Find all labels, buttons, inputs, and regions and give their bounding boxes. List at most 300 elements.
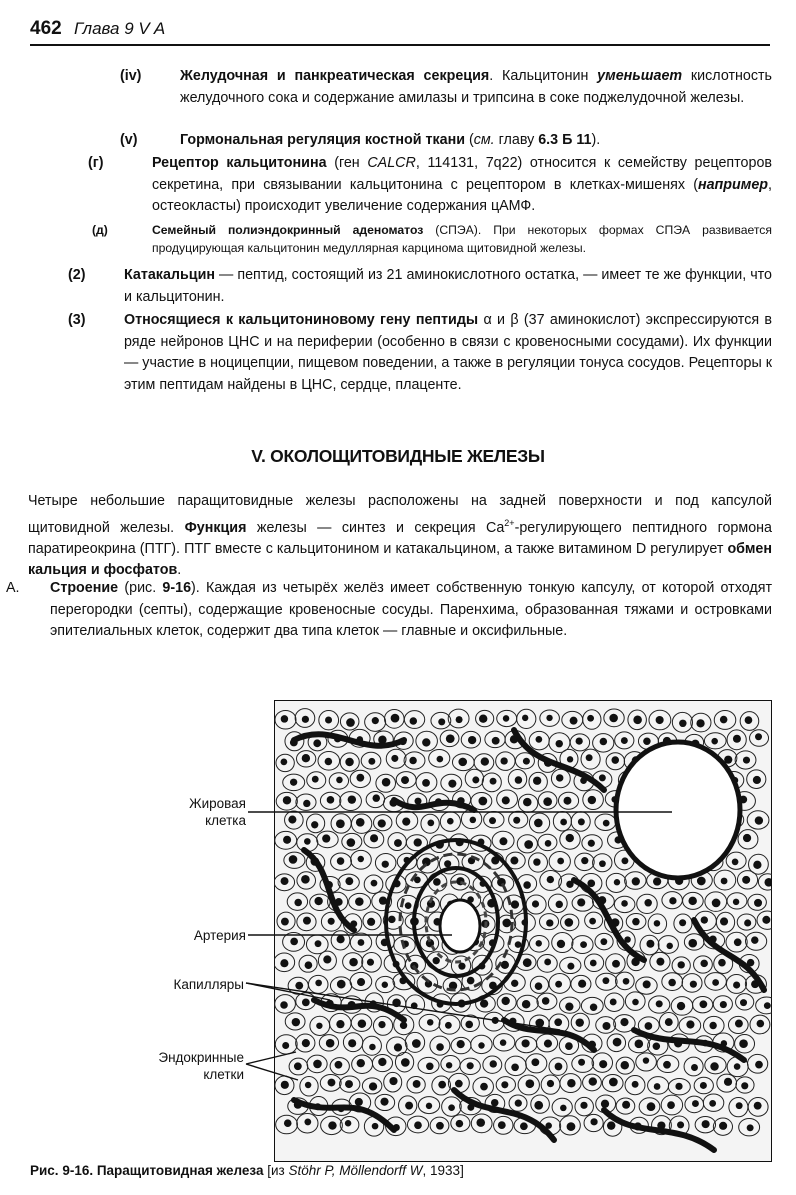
cell-nucleus: [314, 897, 322, 905]
cell-nucleus: [533, 858, 540, 865]
cell-nucleus: [576, 737, 583, 744]
cell-nucleus: [643, 980, 651, 988]
item-v-ref: 6.3 Б 11: [538, 132, 592, 148]
cell-nucleus: [281, 758, 288, 765]
cell-nucleus: [490, 778, 497, 785]
item-iv-marker: (iv): [120, 68, 142, 84]
cell-nucleus: [567, 1079, 575, 1087]
cell-nucleus: [356, 818, 365, 827]
item-g-text: (ген: [326, 155, 368, 171]
cell-nucleus: [525, 1079, 534, 1088]
cell-nucleus: [369, 1044, 376, 1051]
cell-nucleus: [653, 877, 661, 885]
cell-nucleus: [302, 716, 309, 723]
cell-nucleus: [620, 1018, 628, 1026]
cell-nucleus: [410, 717, 417, 724]
cell-nucleus: [675, 1083, 682, 1090]
cell-nucleus: [478, 797, 487, 806]
cell-nucleus: [523, 758, 530, 765]
cell-nucleus: [612, 960, 620, 968]
cell-nucleus: [567, 756, 573, 762]
cell-nucleus: [557, 940, 565, 948]
item-g-text-3: , остеокласты) происходит увеличение содержания цАМФ.: [152, 176, 772, 214]
cell-nucleus: [500, 1039, 507, 1046]
figure-histology: [274, 700, 772, 1162]
cell-nucleus: [535, 1019, 544, 1028]
cell-nucleus: [580, 941, 587, 948]
cell-nucleus: [742, 876, 750, 884]
cell-nucleus: [544, 959, 551, 966]
cell-nucleus: [609, 1078, 618, 1087]
cell-nucleus: [447, 818, 454, 825]
cell-nucleus: [426, 1103, 432, 1109]
cell-nucleus: [305, 1082, 311, 1088]
cell-nucleus: [448, 780, 456, 788]
cell-nucleus: [614, 879, 620, 885]
cell-nucleus: [686, 1020, 694, 1028]
item-g-gene: CALCR: [367, 155, 416, 171]
cell-nucleus: [656, 716, 664, 724]
cell-nucleus: [503, 715, 510, 722]
cell-nucleus: [535, 736, 542, 743]
cell-nucleus: [709, 1022, 716, 1029]
cell-nucleus: [280, 959, 288, 967]
item-d-marker: (д): [92, 223, 108, 237]
cell-nucleus: [401, 1058, 410, 1067]
cell-nucleus: [349, 958, 358, 967]
cell-nucleus: [438, 718, 445, 725]
cell-nucleus: [602, 977, 609, 984]
cell-nucleus: [743, 757, 750, 764]
section-title: V. ОКОЛОЩИТОВИДНЫЕ ЖЕЛЕЗЫ: [251, 446, 545, 466]
item-v-text-3: ).: [591, 132, 601, 148]
intro-function-term: Функция: [184, 519, 247, 536]
cell-nucleus: [607, 1121, 615, 1129]
item-g-emphasis: например: [697, 176, 769, 193]
cell-nucleus: [500, 757, 507, 764]
cell-nucleus: [578, 818, 585, 825]
label-artery: Артерия: [193, 928, 246, 943]
cell-nucleus: [522, 1039, 530, 1047]
cell-nucleus: [290, 938, 298, 946]
page-number: 462: [30, 18, 62, 39]
cell-nucleus: [358, 856, 364, 862]
item-g-marker: (г): [88, 155, 104, 171]
cell-nucleus: [312, 776, 319, 783]
cell-nucleus: [745, 716, 753, 724]
cell-nucleus: [328, 1121, 336, 1129]
cell-nucleus: [757, 1020, 765, 1028]
cell-nucleus: [544, 1040, 552, 1048]
cell-nucleus: [313, 739, 321, 747]
cell-nucleus: [533, 777, 541, 785]
item-iv-title: Желудочная и панкреатическая секреция: [180, 68, 490, 84]
cell-nucleus: [577, 898, 585, 906]
cell-nucleus: [414, 1121, 422, 1129]
cell-nucleus: [755, 816, 763, 824]
cell-nucleus: [600, 738, 608, 746]
cell-nucleus: [762, 916, 770, 924]
cell-nucleus: [480, 1083, 488, 1091]
cell-nucleus: [492, 737, 500, 745]
cell-nucleus: [534, 1101, 543, 1110]
cell-nucleus: [576, 1018, 584, 1026]
cell-nucleus: [433, 957, 440, 964]
cell-nucleus: [490, 1060, 497, 1067]
cell-nucleus: [380, 1098, 388, 1106]
label-fat-cell: Жировая клетка: [189, 796, 246, 828]
cell-nucleus: [412, 1039, 421, 1048]
cell-nucleus: [388, 916, 396, 924]
cell-nucleus: [328, 1079, 336, 1087]
cell-nucleus: [382, 778, 391, 787]
cell-nucleus: [522, 1000, 531, 1009]
cell-nucleus: [391, 714, 400, 723]
cell-nucleus: [411, 1002, 418, 1009]
cell-nucleus: [438, 1081, 446, 1089]
cell-nucleus: [402, 818, 410, 826]
cell-nucleus: [578, 1059, 585, 1066]
cell-nucleus: [744, 919, 751, 926]
cell-nucleus: [665, 1018, 673, 1026]
cell-nucleus: [458, 963, 465, 970]
cell-nucleus: [524, 840, 533, 849]
section-a-title: Строение: [50, 580, 119, 596]
cell-nucleus: [501, 1081, 508, 1088]
fat-cell-shape: [616, 742, 740, 878]
cell-nucleus: [580, 1102, 587, 1109]
cell-nucleus: [355, 897, 364, 906]
cell-nucleus: [502, 796, 510, 804]
item-iv-text: . Кальцитонин: [489, 68, 598, 84]
cell-nucleus: [288, 816, 296, 824]
item-2-title: Катакальцин: [124, 267, 215, 283]
cell-nucleus: [392, 999, 401, 1008]
page-header: [30, 16, 770, 50]
cell-nucleus: [720, 716, 728, 724]
item-2: [68, 265, 772, 308]
cell-nucleus: [468, 736, 476, 744]
item-2-text: — пептид, состоящий из 21 аминокислотного остатка, — имеет те же функции, что и кальцитонин.: [124, 267, 772, 305]
item-g-text-2: , 114131, 7q22) относится к семейству рецепторов секретина, при связывании кальцитонина с рецептором в клетках-мишенях (: [152, 155, 773, 193]
cell-nucleus: [621, 900, 628, 907]
cell-nucleus: [663, 1061, 671, 1069]
cell-nucleus: [560, 1105, 567, 1112]
cell-nucleus: [382, 982, 388, 988]
cell-nucleus: [621, 1061, 629, 1069]
cell-nucleus: [647, 1102, 656, 1111]
cell-nucleus: [622, 1101, 630, 1109]
cell-nucleus: [654, 920, 661, 927]
cell-nucleus: [599, 1060, 607, 1068]
cell-nucleus: [644, 899, 652, 907]
cell-nucleus: [378, 1058, 386, 1066]
cell-nucleus: [325, 758, 333, 766]
cell-nucleus: [700, 960, 707, 967]
cell-nucleus: [498, 1121, 506, 1129]
cell-nucleus: [372, 794, 380, 802]
cell-nucleus: [456, 716, 463, 723]
cell-nucleus: [546, 919, 553, 926]
cell-nucleus: [356, 774, 364, 782]
cell-nucleus: [536, 940, 542, 946]
cell-nucleus: [603, 820, 610, 827]
cell-nucleus: [611, 756, 619, 764]
cell-nucleus: [283, 796, 291, 804]
cell-nucleus: [301, 875, 310, 884]
cell-nucleus: [489, 817, 496, 824]
cell-nucleus: [679, 720, 686, 727]
cell-nucleus: [467, 1062, 474, 1069]
cell-nucleus: [621, 737, 628, 744]
cell-nucleus: [600, 938, 607, 945]
cell-nucleus: [369, 1082, 377, 1090]
intro-text-3: -регулирующего пептидного гормона паратиреокрина (ПТГ). ПТГ вместе с кальцитонином и катакальцином, а также витамином D регулирует: [28, 519, 772, 557]
cell-nucleus: [478, 1042, 484, 1048]
histology-drawing: [274, 700, 772, 1162]
cell-nucleus: [515, 941, 522, 948]
cell-nucleus: [357, 1059, 365, 1067]
cell-nucleus: [578, 980, 586, 988]
cell-nucleus: [378, 819, 386, 827]
figure-caption: [30, 1163, 464, 1178]
cell-nucleus: [467, 977, 475, 985]
cell-nucleus: [304, 838, 311, 845]
cell-nucleus: [599, 774, 606, 781]
cell-nucleus: [543, 797, 552, 806]
item-v: [120, 130, 772, 152]
cell-nucleus: [545, 840, 552, 847]
item-v-marker: (v): [120, 132, 138, 148]
cell-nucleus: [643, 737, 651, 745]
cell-nucleus: [740, 999, 747, 1006]
cell-nucleus: [609, 714, 618, 723]
cell-nucleus: [501, 961, 509, 969]
cell-nucleus: [733, 735, 741, 743]
cell-nucleus: [590, 1004, 597, 1011]
cell-nucleus: [281, 715, 288, 722]
cell-nucleus: [436, 1122, 444, 1130]
cell-nucleus: [565, 1003, 573, 1011]
cell-nucleus: [315, 940, 322, 947]
cell-nucleus: [302, 999, 310, 1007]
cell-nucleus: [292, 1018, 300, 1026]
cell-nucleus: [677, 1002, 685, 1010]
cell-nucleus: [555, 981, 562, 988]
cell-nucleus: [669, 897, 676, 904]
cell-nucleus: [345, 1080, 353, 1088]
cell-nucleus: [311, 821, 318, 828]
section-a-text-2: ). Каждая из четырёх желёз имеет собственную тонкую капсулу, от которой отходят перегородки (септы), содержащие кровеносные сосуды. Паренхима, образованная тяжами и островками эпителиальных клеток, содержит два типа клеток — главные и оксифильные.: [50, 580, 772, 639]
cell-nucleus: [588, 796, 596, 804]
cell-nucleus: [688, 939, 697, 948]
cell-nucleus: [382, 861, 389, 868]
cell-nucleus: [502, 919, 511, 928]
section-a: [6, 578, 772, 643]
cell-nucleus: [322, 834, 330, 842]
cell-nucleus: [281, 1081, 289, 1089]
item-d-title: Семейный полиэндокринный аденоматоз: [152, 223, 424, 237]
cell-nucleus: [472, 776, 479, 783]
cell-nucleus: [555, 1063, 563, 1071]
caption-title: Рис. 9-16. Паращитовидная железа: [30, 1163, 264, 1178]
cell-nucleus: [656, 1000, 663, 1007]
cell-nucleus: [696, 719, 704, 727]
cell-nucleus: [426, 1063, 434, 1071]
cell-nucleus: [413, 1080, 421, 1088]
cell-nucleus: [479, 714, 487, 722]
cell-nucleus: [348, 795, 356, 803]
cell-nucleus: [323, 955, 331, 963]
item-3-text: α и β (37 аминокислот) экспрессируются в ряде нейронов ЦНС и на периферии (особенно в связи с кровеносными сосудами). Их функции — участие в ноцицепции, пищевом поведении, а также в регуляции тонуса сосудов. Рецепторы к этим пептидам найдены в ЦНС, сердце, плаценте.: [124, 312, 773, 393]
cell-nucleus: [444, 860, 451, 867]
cell-nucleus: [581, 857, 588, 864]
cell-nucleus: [754, 899, 762, 907]
cell-nucleus: [586, 754, 593, 761]
cell-nucleus: [532, 900, 539, 907]
cell-nucleus: [535, 982, 543, 990]
cell-nucleus: [699, 1000, 707, 1008]
cell-nucleus: [732, 859, 739, 866]
cell-nucleus: [643, 1057, 649, 1063]
cell-nucleus: [305, 961, 313, 969]
cell-nucleus: [547, 1080, 554, 1087]
cell-nucleus: [720, 1001, 727, 1008]
cell-nucleus: [566, 834, 574, 842]
item-2-marker: (2): [68, 267, 86, 283]
item-g: [88, 153, 773, 218]
cell-nucleus: [465, 1021, 473, 1029]
cell-nucleus: [315, 980, 322, 987]
cell-nucleus: [688, 897, 696, 905]
cell-nucleus: [427, 820, 434, 827]
cell-nucleus: [415, 798, 422, 805]
cell-nucleus: [337, 857, 345, 865]
label-capillaries: Капилляры: [173, 977, 244, 992]
cell-nucleus: [654, 1083, 661, 1090]
cell-nucleus: [335, 1061, 343, 1069]
cell-nucleus: [753, 776, 761, 784]
cell-nucleus: [632, 918, 640, 926]
cell-nucleus: [378, 1021, 385, 1028]
cell-nucleus: [283, 836, 291, 844]
cell-nucleus: [515, 1100, 522, 1107]
cell-nucleus: [590, 1118, 597, 1125]
cell-nucleus: [436, 1043, 444, 1051]
cell-nucleus: [448, 1104, 455, 1111]
cell-nucleus: [282, 1042, 289, 1049]
cell-nucleus: [337, 935, 345, 943]
cell-nucleus: [401, 776, 409, 784]
cell-nucleus: [646, 940, 654, 948]
cell-nucleus: [701, 916, 708, 923]
cell-nucleus: [570, 717, 578, 725]
cell-nucleus: [389, 1077, 397, 1085]
cell-nucleus: [623, 978, 630, 985]
cell-nucleus: [556, 740, 563, 747]
cell-nucleus: [690, 981, 697, 988]
header-rule: [30, 44, 770, 46]
cell-nucleus: [480, 999, 488, 1007]
cell-nucleus: [556, 901, 563, 908]
cell-nucleus: [427, 1019, 434, 1026]
cell-nucleus: [281, 877, 289, 885]
cell-nucleus: [458, 758, 467, 767]
item-iv-text-2: кислотность желудочного сока и содержание амилазы и трипсина в соке поджелудочной железы.: [180, 68, 772, 106]
cell-nucleus: [523, 958, 532, 967]
cell-nucleus: [372, 1123, 379, 1130]
item-iv-emphasis: уменьшает: [597, 68, 683, 84]
cell-nucleus: [718, 959, 726, 967]
intro-text-4: .: [177, 562, 182, 579]
cell-nucleus: [734, 1063, 741, 1070]
cell-nucleus: [302, 1039, 310, 1047]
cell-nucleus: [692, 1100, 699, 1107]
cell-nucleus: [294, 899, 302, 907]
cell-nucleus: [702, 1120, 710, 1128]
cell-nucleus: [357, 978, 365, 986]
cell-nucleus: [455, 1080, 463, 1088]
cell-nucleus: [457, 1040, 465, 1048]
cell-nucleus: [414, 838, 422, 846]
cell-nucleus: [281, 918, 289, 926]
cell-nucleus: [656, 958, 664, 966]
intro-exchange-term: обмен кальция и фосфатов: [28, 540, 772, 579]
cell-nucleus: [743, 834, 751, 842]
cell-nucleus: [754, 1102, 762, 1110]
item-d: [92, 221, 772, 257]
cell-nucleus: [336, 777, 343, 784]
cell-nucleus: [481, 757, 489, 765]
cell-nucleus: [589, 918, 596, 925]
cell-nucleus: [632, 1081, 639, 1088]
section-a-figure-ref: 9-16: [162, 580, 192, 596]
cell-nucleus: [326, 1039, 335, 1048]
cell-nucleus: [546, 715, 552, 721]
cell-nucleus: [511, 980, 518, 987]
cell-nucleus: [355, 1098, 363, 1106]
cell-nucleus: [601, 1100, 609, 1108]
cell-nucleus: [567, 1122, 576, 1131]
cell-nucleus: [409, 757, 416, 764]
item-v-text-2: главу: [494, 132, 539, 148]
cell-nucleus: [456, 1120, 464, 1128]
item-3: [68, 310, 773, 396]
cell-nucleus: [735, 1020, 743, 1028]
cell-nucleus: [668, 979, 676, 987]
item-g-title: Рецептор кальцитонина: [152, 155, 327, 171]
cell-nucleus: [554, 1018, 562, 1026]
section-a-text: (рис.: [118, 580, 163, 596]
cell-nucleus: [556, 774, 563, 781]
cell-nucleus: [677, 1121, 684, 1128]
cell-nucleus: [523, 798, 531, 806]
cell-nucleus: [433, 878, 441, 886]
cell-nucleus: [610, 999, 617, 1006]
cell-nucleus: [316, 1023, 322, 1029]
cell-nucleus: [709, 1100, 716, 1107]
caption-source-close: , 1933]: [422, 1163, 464, 1178]
cell-nucleus: [666, 943, 673, 950]
cell-nucleus: [501, 997, 509, 1005]
cell-nucleus: [289, 855, 298, 864]
cell-nucleus: [510, 857, 518, 865]
cell-nucleus: [560, 819, 567, 826]
cell-nucleus: [719, 1122, 727, 1130]
cell-nucleus: [520, 1122, 528, 1130]
cell-nucleus: [755, 1061, 763, 1069]
cell-nucleus: [492, 1017, 499, 1024]
